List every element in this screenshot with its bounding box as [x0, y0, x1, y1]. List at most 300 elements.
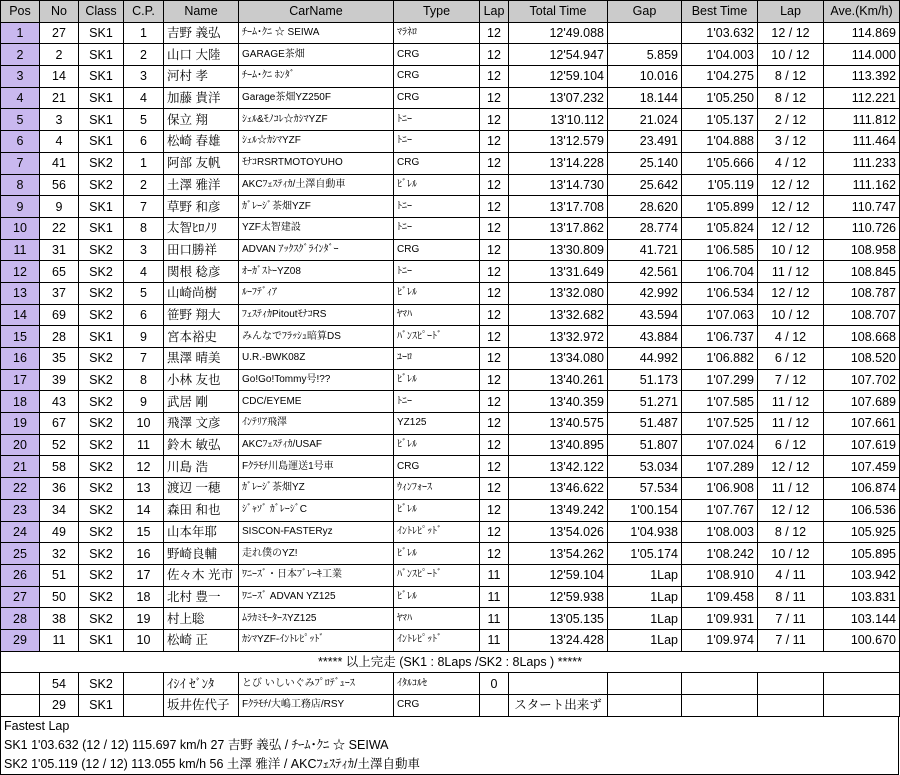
cell-no: 11 — [40, 629, 79, 651]
cell-cp: 6 — [124, 131, 164, 153]
cell-type: CRG — [394, 152, 480, 174]
cell-best-lap: 12 / 12 — [758, 217, 824, 239]
cell-cp: 8 — [124, 369, 164, 391]
cell-carname: ｲﾝﾃﾘｱ飛澤 — [239, 413, 394, 435]
cell-best-time: 1'09.931 — [682, 608, 758, 630]
cell-carname: AKCﾌｪｽﾃｨｶ/USAF — [239, 434, 394, 456]
cell-no: 28 — [40, 326, 79, 348]
cell-name: 草野 和彦 — [164, 196, 239, 218]
cell-average-speed: 103.831 — [824, 586, 900, 608]
cell-cp: 12 — [124, 456, 164, 478]
cell-lap: 12 — [480, 456, 509, 478]
cell-type: CRG — [394, 66, 480, 88]
cell-best-lap: 12 / 12 — [758, 282, 824, 304]
cell-type: ﾋﾞﾚﾙ — [394, 369, 480, 391]
cell-lap: 12 — [480, 304, 509, 326]
cell-class: SK1 — [79, 109, 124, 131]
cell-carname: ﾜﾆｰｽﾞ ADVAN YZ125 — [239, 586, 394, 608]
cell-total-time: 13'40.575 — [509, 413, 608, 435]
cell-best-lap: 3 / 12 — [758, 131, 824, 153]
cell-best-lap: 6 / 12 — [758, 434, 824, 456]
cell-cp: 2 — [124, 44, 164, 66]
cell-gap: 41.721 — [608, 239, 682, 261]
cell-cp: 16 — [124, 543, 164, 565]
cell-name: 飛澤 文彦 — [164, 413, 239, 435]
cell-no: 37 — [40, 282, 79, 304]
result-row — [1, 304, 900, 326]
cell-lap: 12 — [480, 413, 509, 435]
cell-pos: 25 — [1, 543, 40, 565]
cell-best-lap: 12 / 12 — [758, 196, 824, 218]
result-row — [1, 478, 900, 500]
result-row — [1, 66, 900, 88]
cell-carname: ﾁｰﾑ･ｸﾆ ﾎﾝﾀﾞ — [239, 66, 394, 88]
cell-best-time: 1'07.585 — [682, 391, 758, 413]
cell-best-lap: 7 / 12 — [758, 369, 824, 391]
cell-best-time: 1'06.585 — [682, 239, 758, 261]
result-row — [1, 326, 900, 348]
cell-lap — [480, 695, 509, 717]
cell-class: SK2 — [79, 564, 124, 586]
cell-gap — [608, 22, 682, 44]
cell-cp: 9 — [124, 326, 164, 348]
cell-gap: 1'04.938 — [608, 521, 682, 543]
cell-total-time: 13'32.972 — [509, 326, 608, 348]
cell-carname: ﾓﾅｺRSRTMOTOYUHO — [239, 152, 394, 174]
cell-average-speed: 103.144 — [824, 608, 900, 630]
cell-no: 50 — [40, 586, 79, 608]
cell-type: CRG — [394, 44, 480, 66]
cell-pos: 4 — [1, 87, 40, 109]
cell-best-time: 1'07.289 — [682, 456, 758, 478]
finish-note: ***** 以上完走 (SK1 : 8Laps /SK2 : 8Laps ) ***** — [1, 651, 900, 673]
cell-gap: 1'05.174 — [608, 543, 682, 565]
cell-carname: ｼｪﾙ☆ｶｼﾏYZF — [239, 131, 394, 153]
cell-best-time: 1'05.666 — [682, 152, 758, 174]
cell-total-time: 13'14.228 — [509, 152, 608, 174]
cell-type: ﾋﾞﾚﾙ — [394, 499, 480, 521]
cell-lap: 11 — [480, 564, 509, 586]
cell-average-speed: 114.869 — [824, 22, 900, 44]
cell-no: 21 — [40, 87, 79, 109]
cell-lap: 12 — [480, 152, 509, 174]
cell-lap: 12 — [480, 44, 509, 66]
cell-name: 関根 稔彦 — [164, 261, 239, 283]
result-row — [1, 456, 900, 478]
cell-best-lap: 10 / 12 — [758, 543, 824, 565]
cell-total-time: 13'31.649 — [509, 261, 608, 283]
cell-total-time: 13'24.428 — [509, 629, 608, 651]
cell-gap: 1Lap — [608, 564, 682, 586]
cell-class: SK1 — [79, 22, 124, 44]
result-row — [1, 369, 900, 391]
cell-average-speed: 110.747 — [824, 196, 900, 218]
cell-class: SK2 — [79, 586, 124, 608]
cell-average-speed: 105.895 — [824, 543, 900, 565]
cell-best-time: 1'06.908 — [682, 478, 758, 500]
cell-type: ﾄﾆｰ — [394, 391, 480, 413]
col-header-no: No — [40, 1, 79, 23]
cell-name: 北村 豊一 — [164, 586, 239, 608]
cell-average-speed — [824, 695, 900, 717]
cell-best-lap: 6 / 12 — [758, 348, 824, 370]
cell-name: ｲｼｲ ｾﾞﾝﾀ — [164, 673, 239, 695]
result-row — [1, 196, 900, 218]
cell-no: 67 — [40, 413, 79, 435]
cell-name: 河村 孝 — [164, 66, 239, 88]
cell-best-lap: 12 / 12 — [758, 22, 824, 44]
cell-class: SK1 — [79, 66, 124, 88]
cell-gap: 1'00.154 — [608, 499, 682, 521]
cell-type: ﾏﾗﾈﾛ — [394, 22, 480, 44]
cell-carname: みんなでﾌﾗｯｼｭ暗算DS — [239, 326, 394, 348]
cell-pos: 12 — [1, 261, 40, 283]
cell-cp: 8 — [124, 217, 164, 239]
cell-name: 川島 浩 — [164, 456, 239, 478]
cell-name: 村上聡 — [164, 608, 239, 630]
cell-type: CRG — [394, 456, 480, 478]
cell-best-lap: 11 / 12 — [758, 413, 824, 435]
col-header-type: Type — [394, 1, 480, 23]
cell-total-time: 13'46.622 — [509, 478, 608, 500]
cell-type: ﾋﾞﾚﾙ — [394, 174, 480, 196]
cell-carname: ﾑﾗｶﾐﾓｰﾀｰｽYZ125 — [239, 608, 394, 630]
cell-best-time: 1'07.767 — [682, 499, 758, 521]
cell-lap: 12 — [480, 282, 509, 304]
cell-carname: CDC/EYEME — [239, 391, 394, 413]
cell-best-time: 1'07.063 — [682, 304, 758, 326]
cell-total-time: 12'59.938 — [509, 586, 608, 608]
cell-carname: ﾜﾆｰｽﾞ・日本ﾌﾞﾚｰｷ工業 — [239, 564, 394, 586]
cell-cp — [124, 695, 164, 717]
non-finisher-row — [1, 695, 900, 717]
cell-no: 49 — [40, 521, 79, 543]
cell-type: ﾋﾞﾚﾙ — [394, 586, 480, 608]
fastest-lap-sk1: SK1 1'03.632 (12 / 12) 115.697 km/h 27 吉野 義弘 / ﾁｰﾑ･ｸﾆ ☆ SEIWA — [4, 737, 389, 752]
cell-total-time: 13'42.122 — [509, 456, 608, 478]
cell-total-time: 13'54.262 — [509, 543, 608, 565]
cell-gap: 5.859 — [608, 44, 682, 66]
cell-total-time: 13'05.135 — [509, 608, 608, 630]
cell-best-time: 1'09.974 — [682, 629, 758, 651]
cell-gap: 1Lap — [608, 586, 682, 608]
cell-best-lap: 12 / 12 — [758, 174, 824, 196]
cell-type: ｲﾝﾄﾚﾋﾟｯﾄﾞ — [394, 629, 480, 651]
cell-no: 14 — [40, 66, 79, 88]
cell-gap: 18.144 — [608, 87, 682, 109]
cell-no: 29 — [40, 695, 79, 717]
cell-type: ﾋﾞﾚﾙ — [394, 543, 480, 565]
result-row — [1, 261, 900, 283]
cell-average-speed: 100.670 — [824, 629, 900, 651]
cell-average-speed: 107.459 — [824, 456, 900, 478]
result-row — [1, 391, 900, 413]
result-row — [1, 608, 900, 630]
cell-class: SK1 — [79, 196, 124, 218]
cell-carname: ｼｪﾙ&ﾓﾉｺﾚ☆ｶｼﾏYZF — [239, 109, 394, 131]
cell-pos: 8 — [1, 174, 40, 196]
cell-cp: 5 — [124, 282, 164, 304]
cell-no: 9 — [40, 196, 79, 218]
cell-name: 山本年耶 — [164, 521, 239, 543]
cell-class: SK2 — [79, 348, 124, 370]
finish-note-row — [1, 651, 900, 673]
cell-total-time: 13'49.242 — [509, 499, 608, 521]
cell-gap: 28.774 — [608, 217, 682, 239]
cell-average-speed: 108.845 — [824, 261, 900, 283]
col-header-cp: C.P. — [124, 1, 164, 23]
cell-class: SK1 — [79, 326, 124, 348]
cell-type: ｳｨﾝﾌｫｰｽ — [394, 478, 480, 500]
cell-name: 松崎 春雄 — [164, 131, 239, 153]
fastest-lap-title: Fastest Lap — [4, 718, 70, 733]
cell-total-time: 13'40.359 — [509, 391, 608, 413]
cell-best-time: 1'07.299 — [682, 369, 758, 391]
cell-average-speed: 110.726 — [824, 217, 900, 239]
cell-class: SK1 — [79, 44, 124, 66]
cell-carname: Fｸﾗﾓﾁ川島運送1号車 — [239, 456, 394, 478]
col-header-pos: Pos — [1, 1, 40, 23]
cell-cp: 5 — [124, 109, 164, 131]
cell-name: 坂井佐代子 — [164, 695, 239, 717]
cell-carname: SISCON-FASTERyz — [239, 521, 394, 543]
cell-pos: 15 — [1, 326, 40, 348]
cell-gap: 42.992 — [608, 282, 682, 304]
cell-best-lap: 11 / 12 — [758, 261, 824, 283]
result-row — [1, 131, 900, 153]
cell-class: SK2 — [79, 608, 124, 630]
cell-pos: 3 — [1, 66, 40, 88]
cell-carname: とび いしいぐみﾌﾟﾛﾃﾞｭｰｽ — [239, 673, 394, 695]
cell-best-time: 1'06.882 — [682, 348, 758, 370]
cell-best-lap: 8 / 11 — [758, 586, 824, 608]
result-row — [1, 348, 900, 370]
non-finisher-row — [1, 673, 900, 695]
cell-best-lap: 8 / 12 — [758, 521, 824, 543]
cell-best-time: 1'05.824 — [682, 217, 758, 239]
cell-best-lap: 7 / 11 — [758, 629, 824, 651]
col-header-lap: Lap — [480, 1, 509, 23]
cell-gap: 1Lap — [608, 608, 682, 630]
cell-class: SK2 — [79, 543, 124, 565]
cell-no: 2 — [40, 44, 79, 66]
cell-total-time: 13'32.682 — [509, 304, 608, 326]
cell-name: 山口 大陸 — [164, 44, 239, 66]
cell-lap: 12 — [480, 499, 509, 521]
cell-best-time: 1'05.119 — [682, 174, 758, 196]
cell-best-lap: 10 / 12 — [758, 239, 824, 261]
cell-pos: 7 — [1, 152, 40, 174]
cell-type: ｲﾝﾄﾚﾋﾟｯﾄﾞ — [394, 521, 480, 543]
cell-best-time: 1'05.137 — [682, 109, 758, 131]
cell-lap: 12 — [480, 478, 509, 500]
cell-cp: 1 — [124, 22, 164, 44]
cell-name: 吉野 義弘 — [164, 22, 239, 44]
cell-cp: 17 — [124, 564, 164, 586]
cell-best-time: 1'08.242 — [682, 543, 758, 565]
col-header-best-lap: Lap — [758, 1, 824, 23]
cell-no: 34 — [40, 499, 79, 521]
cell-lap: 12 — [480, 261, 509, 283]
cell-average-speed: 108.520 — [824, 348, 900, 370]
cell-best-time: 1'06.737 — [682, 326, 758, 348]
cell-best-lap: 4 / 12 — [758, 152, 824, 174]
cell-best-lap — [758, 673, 824, 695]
cell-class: SK1 — [79, 87, 124, 109]
cell-lap: 11 — [480, 586, 509, 608]
cell-average-speed: 111.464 — [824, 131, 900, 153]
cell-total-time: 13'40.895 — [509, 434, 608, 456]
cell-carname: Go!Go!Tommy号!?? — [239, 369, 394, 391]
cell-carname: 走れ僕のYZ! — [239, 543, 394, 565]
cell-name: 太智ﾋﾛﾉﾘ — [164, 217, 239, 239]
cell-best-time: 1'09.458 — [682, 586, 758, 608]
cell-pos: 27 — [1, 586, 40, 608]
result-row — [1, 87, 900, 109]
cell-no: 39 — [40, 369, 79, 391]
cell-total-time: 12'59.104 — [509, 564, 608, 586]
cell-cp: 6 — [124, 304, 164, 326]
cell-lap: 12 — [480, 521, 509, 543]
cell-class: SK2 — [79, 282, 124, 304]
cell-name: 野崎良輔 — [164, 543, 239, 565]
cell-total-time: 13'17.708 — [509, 196, 608, 218]
cell-type: CRG — [394, 87, 480, 109]
cell-lap: 12 — [480, 131, 509, 153]
cell-carname: ﾁｰﾑ･ｸﾆ ☆ SEIWA — [239, 22, 394, 44]
cell-best-time: 1'07.525 — [682, 413, 758, 435]
cell-gap: 21.024 — [608, 109, 682, 131]
result-row — [1, 22, 900, 44]
cell-cp: 9 — [124, 391, 164, 413]
cell-lap: 12 — [480, 391, 509, 413]
cell-type: ﾔﾏﾊ — [394, 608, 480, 630]
cell-name: 森田 和也 — [164, 499, 239, 521]
cell-gap: 44.992 — [608, 348, 682, 370]
cell-gap: 53.034 — [608, 456, 682, 478]
cell-average-speed: 114.000 — [824, 44, 900, 66]
cell-name: 黒澤 晴美 — [164, 348, 239, 370]
cell-name: 保立 翔 — [164, 109, 239, 131]
result-row — [1, 152, 900, 174]
cell-average-speed: 105.925 — [824, 521, 900, 543]
cell-class: SK2 — [79, 239, 124, 261]
cell-cp: 10 — [124, 629, 164, 651]
cell-cp: 10 — [124, 413, 164, 435]
cell-gap: 23.491 — [608, 131, 682, 153]
cell-carname: ﾙｰﾌﾃﾞｨｱ — [239, 282, 394, 304]
cell-total-time: 13'32.080 — [509, 282, 608, 304]
cell-class: SK2 — [79, 673, 124, 695]
cell-total-time: 13'07.232 — [509, 87, 608, 109]
cell-no: 54 — [40, 673, 79, 695]
cell-average-speed — [824, 673, 900, 695]
cell-no: 27 — [40, 22, 79, 44]
cell-lap: 12 — [480, 66, 509, 88]
cell-name: 武居 剛 — [164, 391, 239, 413]
cell-lap: 11 — [480, 608, 509, 630]
cell-pos: 2 — [1, 44, 40, 66]
cell-no: 4 — [40, 131, 79, 153]
cell-class: SK2 — [79, 152, 124, 174]
cell-average-speed: 106.536 — [824, 499, 900, 521]
result-row — [1, 413, 900, 435]
cell-pos: 24 — [1, 521, 40, 543]
cell-no: 22 — [40, 217, 79, 239]
cell-best-lap: 12 / 12 — [758, 499, 824, 521]
cell-carname: ｶﾞﾚｰｼﾞ茶畑YZF — [239, 196, 394, 218]
cell-lap: 12 — [480, 326, 509, 348]
cell-gap: 43.884 — [608, 326, 682, 348]
cell-average-speed: 107.619 — [824, 434, 900, 456]
cell-type: ﾋﾞﾚﾙ — [394, 434, 480, 456]
cell-total-time: 13'30.809 — [509, 239, 608, 261]
cell-lap: 11 — [480, 629, 509, 651]
cell-class: SK2 — [79, 304, 124, 326]
cell-lap: 12 — [480, 543, 509, 565]
cell-pos: 26 — [1, 564, 40, 586]
cell-no: 32 — [40, 543, 79, 565]
cell-best-lap: 8 / 12 — [758, 87, 824, 109]
cell-pos: 23 — [1, 499, 40, 521]
cell-name: 小林 友也 — [164, 369, 239, 391]
cell-carname: U.R.-BWK08Z — [239, 348, 394, 370]
cell-best-time: 1'04.275 — [682, 66, 758, 88]
cell-carname: ﾌｪｽﾃｨｶPitoutﾓﾅｺRS — [239, 304, 394, 326]
cell-average-speed: 108.958 — [824, 239, 900, 261]
cell-class: SK1 — [79, 217, 124, 239]
cell-gap: 25.140 — [608, 152, 682, 174]
cell-total-time: 13'12.579 — [509, 131, 608, 153]
cell-best-lap: 10 / 12 — [758, 304, 824, 326]
cell-best-time: 1'08.910 — [682, 564, 758, 586]
cell-gap: 1Lap — [608, 629, 682, 651]
cell-carname: AKCﾌｪｽﾃｨｶ/土澤自動車 — [239, 174, 394, 196]
cell-name: 田口勝祥 — [164, 239, 239, 261]
cell-no: 52 — [40, 434, 79, 456]
cell-type: ﾄﾆｰ — [394, 217, 480, 239]
cell-gap: 51.807 — [608, 434, 682, 456]
cell-average-speed: 113.392 — [824, 66, 900, 88]
cell-cp: 4 — [124, 261, 164, 283]
cell-type: ﾋﾞﾚﾙ — [394, 282, 480, 304]
cell-pos: 11 — [1, 239, 40, 261]
cell-best-lap — [758, 695, 824, 717]
cell-gap: 28.620 — [608, 196, 682, 218]
cell-class: SK2 — [79, 499, 124, 521]
cell-pos: 1 — [1, 22, 40, 44]
cell-type: ﾄﾆｰ — [394, 131, 480, 153]
cell-average-speed: 107.702 — [824, 369, 900, 391]
cell-type: ﾄﾆｰ — [394, 109, 480, 131]
result-row — [1, 109, 900, 131]
cell-carname: GARAGE茶畑 — [239, 44, 394, 66]
cell-best-lap: 4 / 11 — [758, 564, 824, 586]
cell-gap: 51.173 — [608, 369, 682, 391]
cell-name: 渡辺 一穂 — [164, 478, 239, 500]
cell-lap: 12 — [480, 239, 509, 261]
cell-pos: 16 — [1, 348, 40, 370]
cell-carname: Fｸﾗﾓﾁ/大嶋工務店/RSY — [239, 695, 394, 717]
cell-carname: ｼﾞｬｿﾞ ｶﾞﾚｰｼﾞC — [239, 499, 394, 521]
cell-carname: Garage茶畑YZ250F — [239, 87, 394, 109]
cell-name: 鈴木 敏弘 — [164, 434, 239, 456]
cell-class: SK2 — [79, 261, 124, 283]
result-row — [1, 543, 900, 565]
cell-cp: 14 — [124, 499, 164, 521]
cell-no: 58 — [40, 456, 79, 478]
result-row — [1, 521, 900, 543]
